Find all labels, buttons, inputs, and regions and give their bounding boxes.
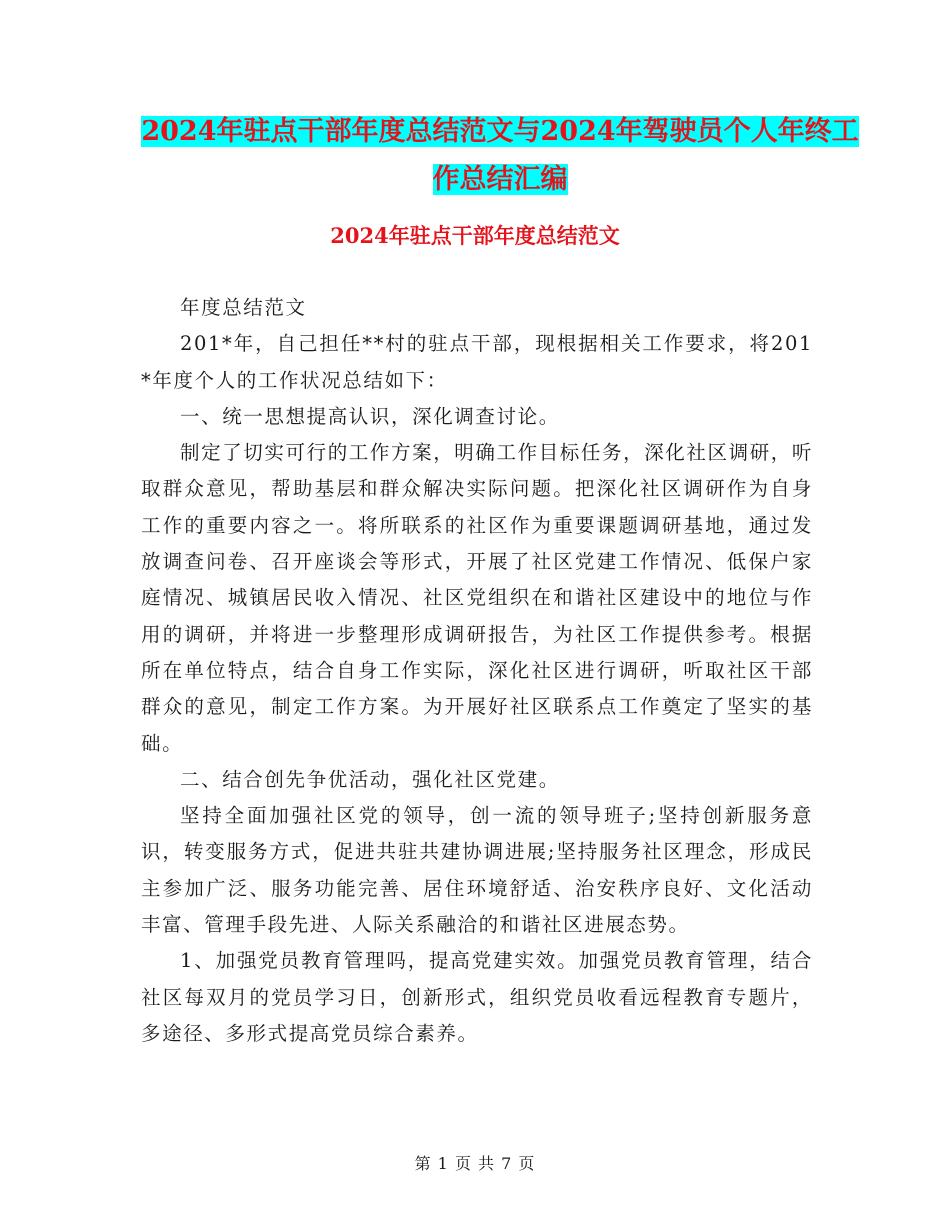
document-main-title (140, 108, 860, 204)
paragraph: 制定了切实可行的工作方案，明确工作目标任务，深化社区调研，听取群众意见，帮助基层和群众解决实际问题。把深化社区调研作为自身工作的重要内容之一。将所联系的社区作为重要课题调研基地，通过发放调查问卷、召开座谈会等形式，开展了社区党建工作情况、低保户家庭情况、城镇居民收入情况、社区党组织在和谐社区建设中的地位与作用的调研，并将进一步整理形成调研报告，为社区工作提供参考。根据所在单位特点，结合自身工作实际，深化社区进行调研，听取社区干部群众的意见，制定工作方案。为开展好社区联系点工作奠定了坚实的基础。 (141, 441, 814, 755)
page-footer: 第 1 页 共 7 页 (414, 1154, 536, 1173)
paragraph: 坚持全面加强社区党的领导，创一流的领导班子;坚持创新服务意识，转变服务方式，促进共驻共建协调进展;坚持服务社区理念，形成民主参加广泛、服务功能完善、居住环境舒适、治安秩序良好、文化活动丰富、管理手段先进、人际关系融洽的和谐社区进展态势。 (141, 804, 813, 937)
paragraph: 年度总结范文 (180, 296, 307, 319)
section-title: 2024年驻点干部年度总结范文 (330, 223, 620, 248)
paragraph: 201*年，自己担任**村的驻点干部，现根据相关工作要求，将201*年度个人的工作状况总结如下： (141, 332, 813, 392)
paragraph: 一、统一思想提高认识，深化调查讨论。 (180, 404, 560, 428)
paragraph: 二、结合创先争优活动，强化社区党建。 (180, 767, 560, 791)
main-title-highlight: 2024年驻点干部年度总结范文与2024年驾驶员个人年终工作总结汇编 (141, 116, 859, 195)
paragraph: 1、加强党员教育管理吗，提高党建实效。加强党员教育管理，结合社区每双月的党员学习日，创新形式，组织党员收看远程教育专题片，多途径、多形式提高党员综合素养。 (141, 949, 813, 1045)
document-body (141, 290, 813, 1052)
